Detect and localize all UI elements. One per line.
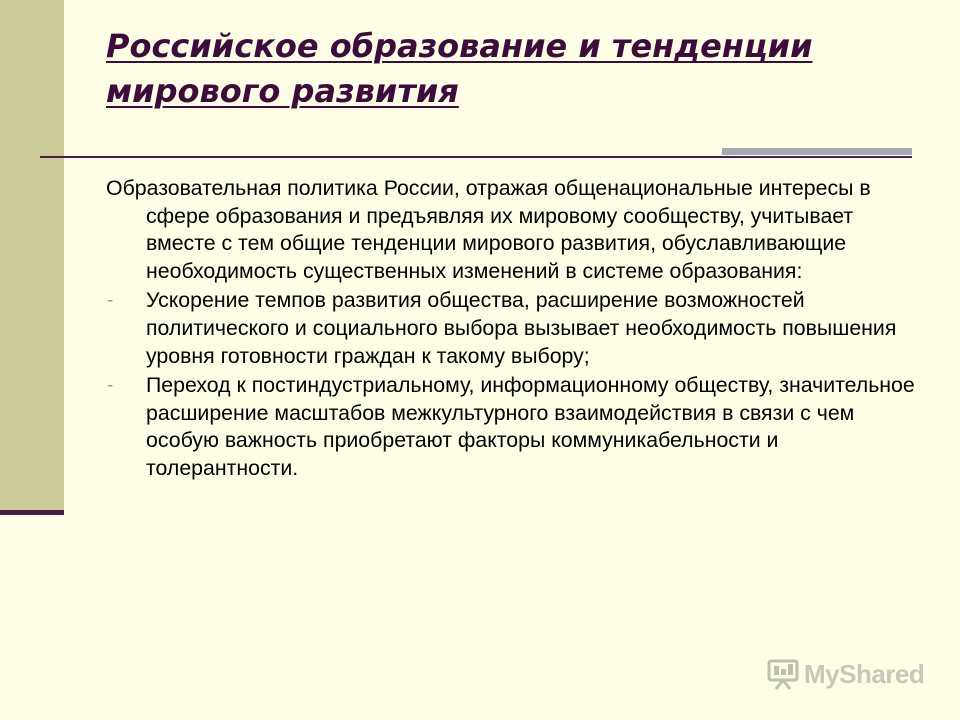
dash-bullet-icon: - bbox=[107, 290, 114, 312]
presentation-board-icon bbox=[766, 657, 800, 691]
decorative-sidebar bbox=[0, 0, 64, 512]
watermark-text: MyShared bbox=[804, 658, 925, 689]
slide-body bbox=[106, 175, 926, 485]
bullet-text: Переход к постиндустриальному, информационному обществу, значительное расширение масштабов межкультурного взаимодействия в связи с чем особую важность приобретают факторы коммуникабельности и толерантности. bbox=[146, 373, 915, 480]
watermark-logo bbox=[766, 654, 924, 694]
sidebar-accent-line bbox=[0, 510, 64, 515]
dash-bullet-icon: - bbox=[107, 375, 114, 397]
intro-paragraph: Образовательная политика России, отражая общенациональные интересы в сфере образования и предъявляя их мировому сообществу, учитывает вместе с тем общие тенденции мирового развития, обуславливающие необходимость существенных изменений в системе образования: bbox=[106, 176, 871, 283]
bullet-item bbox=[106, 287, 926, 370]
title-divider bbox=[40, 156, 912, 158]
bullet-item bbox=[106, 372, 926, 482]
title-divider-accent bbox=[722, 148, 912, 155]
slide-title: Российское образование и тенденции мирового развития bbox=[106, 27, 813, 110]
bullet-text: Ускорение темпов развития общества, расширение возможностей политического и социального выбора вызывает необходимость повышения уровня готовности граждан к такому выбору; bbox=[146, 288, 897, 368]
